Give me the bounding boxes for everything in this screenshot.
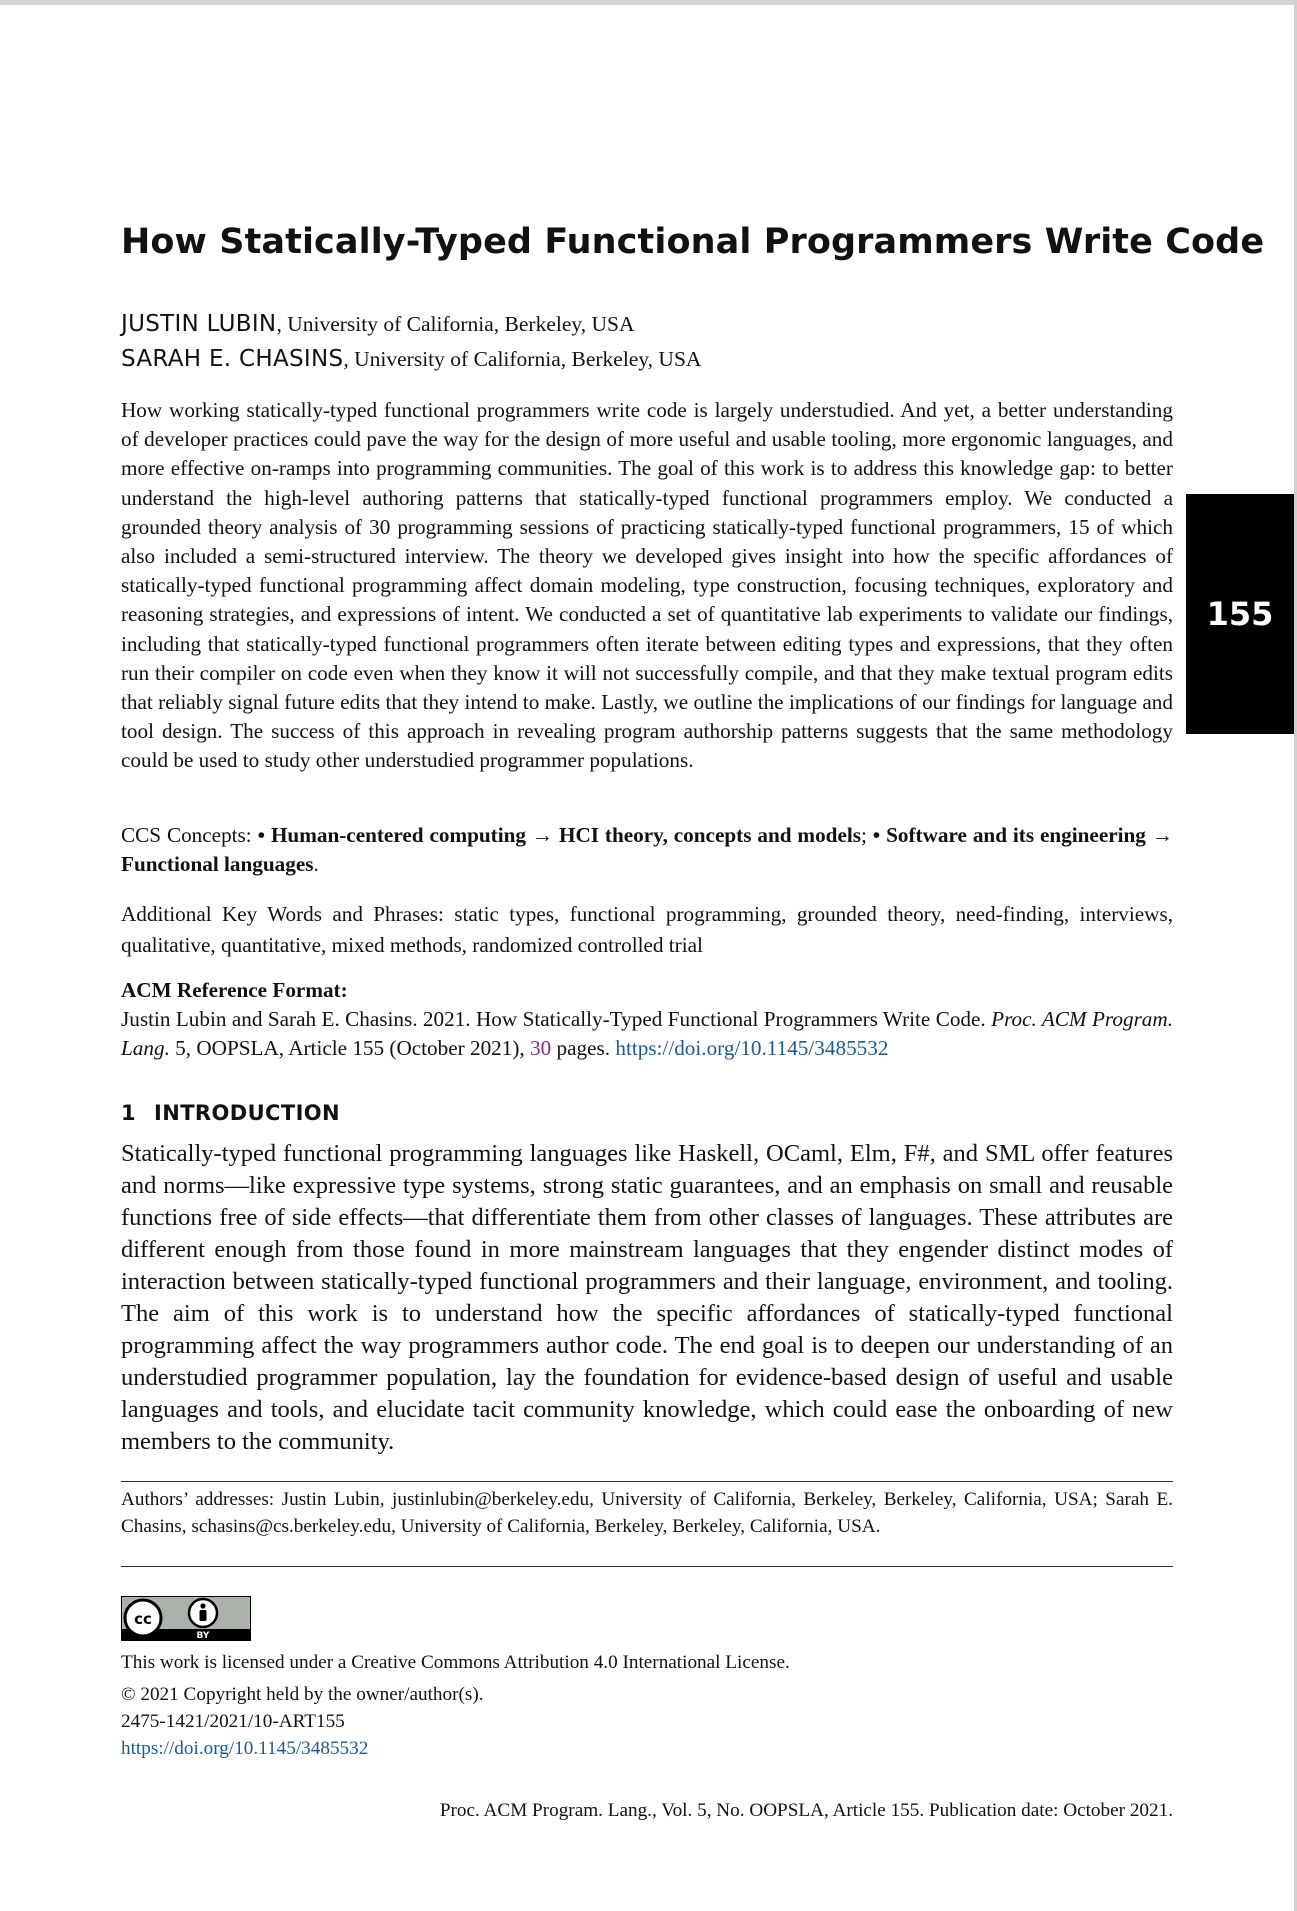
ccs-concept: Human-centered computing → HCI theory, concepts and models xyxy=(270,823,861,847)
paper-title: How Statically-Typed Functional Programmers Write Code xyxy=(121,222,1265,262)
license-text: This work is licensed under a Creative Commons Attribution 4.0 International License. xyxy=(121,1652,790,1673)
ccs-end: . xyxy=(313,851,319,876)
article-number-tab xyxy=(1186,494,1294,734)
author-name: JUSTIN LUBIN xyxy=(121,311,277,337)
reference-volume: 5, OOPSLA, Article 155 (October 2021), xyxy=(175,1036,525,1060)
viewer-top-bar xyxy=(0,0,1297,5)
section-number: 1 xyxy=(121,1101,137,1125)
ccs-separator: ; xyxy=(860,823,867,847)
authors-addresses: Authors’ addresses: Justin Lubin, justinlubin@berkeley.edu, University of California, Berkeley, Berkeley, California, USA; Sarah E. Chasins, schasins@cs.berkeley.edu, University of California, Berkeley, Berkeley, California, USA. xyxy=(121,1489,1173,1537)
running-footer: Proc. ACM Program. Lang., Vol. 5, No. OOPSLA, Article 155. Publication date: October 2021. xyxy=(439,1800,1173,1821)
reference-text: Justin Lubin and Sarah E. Chasins. 2021. How Statically-Typed Functional Programmers Write Code. xyxy=(121,1007,986,1031)
author-entry: JUSTIN LUBIN, University of California, Berkeley, USA xyxy=(121,311,635,337)
license-rule xyxy=(121,1566,1173,1567)
reference-doi-link[interactable]: https://doi.org/10.1145/3485532 xyxy=(615,1036,889,1060)
article-number: 155 xyxy=(1206,595,1274,633)
reference-journal: Proc. ACM Program. Lang. xyxy=(121,1007,1174,1060)
abstract: How working statically-typed functional programmers write code is largely understudied. And yet, a better understanding of developer practices could pave the way for the design of more useful and usable tooling, more ergonomic languages, and more effective on-ramps into programming communities. The goal of this work is to address this knowledge gap: to better understand the high-level authoring patterns that statically-typed functional programmers employ. We conducted a grounded theory analysis of 30 programming sessions of practicing statically-typed functional programmers, 15 of which also included a semi-structured interview. The theory we developed gives insight into how the specific affordances of statically-typed functional programming affect domain modeling, type construction, focusing techniques, exploratory and reasoning strategies, and expressions of intent. We conducted a set of quantitative lab experiments to validate our findings, including that statically-typed functional programmers often iterate between editing types and expressions, that they often run their compiler on code even when they know it will not successfully compile, and that they make textual program edits that reliably signal future edits that they intend to make. Lastly, we outline the implications of our findings for language and tool design. The success of this approach in revealing program authorship patterns suggests that the same methodology could be used to study other understudied programmer populations. xyxy=(121,398,1173,773)
footnote-rule xyxy=(121,1481,1173,1482)
author-affiliation: University of California, Berkeley, USA xyxy=(354,347,702,371)
ccs-label: CCS Concepts: xyxy=(121,823,252,847)
keywords-label: Additional Key Words and Phrases: xyxy=(121,902,444,926)
reference-format xyxy=(121,1005,1173,1063)
cc-by-icon[interactable] xyxy=(121,1596,251,1641)
author-name: SARAH E. CHASINS xyxy=(121,346,344,372)
keywords xyxy=(121,899,1173,961)
ccs-concept: Software and its engineering → Functional languages xyxy=(121,823,1173,876)
issn-text: 2475-1421/2021/10-ART155 xyxy=(121,1711,345,1732)
section-heading xyxy=(121,1101,340,1125)
keywords-text: static types, functional programming, grounded theory, need-finding, interviews, qualitative, quantitative, mixed methods, randomized controlled trial xyxy=(121,902,1174,957)
ccs-bullet: • xyxy=(257,823,266,847)
introduction-paragraph: Statically-typed functional programming languages like Haskell, OCaml, Elm, F#, and SML offer features and norms—like expressive type systems, strong static guarantees, and an emphasis on small and reusable functions free of side effects—that differentiate them from other classes of languages. These attributes are different enough from those found in more mainstream languages that they engender distinct modes of interaction between statically-typed functional programmers and their language, environment, and tooling. The aim of this work is to understand how the specific affordances of statically-typed functional programming affect the way programmers author code. The end goal is to deepen our understanding of an understudied programmer population, lay the foundation for evidence-based design of useful and usable languages and tools, and elucidate tacit community knowledge, which could ease the onboarding of new members to the community. xyxy=(121,1140,1173,1455)
reference-pages-link[interactable]: 30 xyxy=(530,1036,552,1060)
license-doi-link[interactable]: https://doi.org/10.1145/3485532 xyxy=(121,1738,369,1759)
svg-text:BY: BY xyxy=(196,1631,210,1641)
author-entry: SARAH E. CHASINS, University of California, Berkeley, USA xyxy=(121,346,702,372)
ccs-concepts xyxy=(121,821,1173,878)
reference-heading: ACM Reference Format: xyxy=(121,978,348,1002)
reference-pages-word: pages. xyxy=(556,1036,611,1060)
svg-text:cc: cc xyxy=(134,1610,152,1628)
copyright-text: © 2021 Copyright held by the owner/author(s). xyxy=(121,1684,484,1705)
section-title: INTRODUCTION xyxy=(154,1101,341,1125)
author-affiliation: University of California, Berkeley, USA xyxy=(287,312,635,336)
ccs-bullet: • xyxy=(872,823,881,847)
